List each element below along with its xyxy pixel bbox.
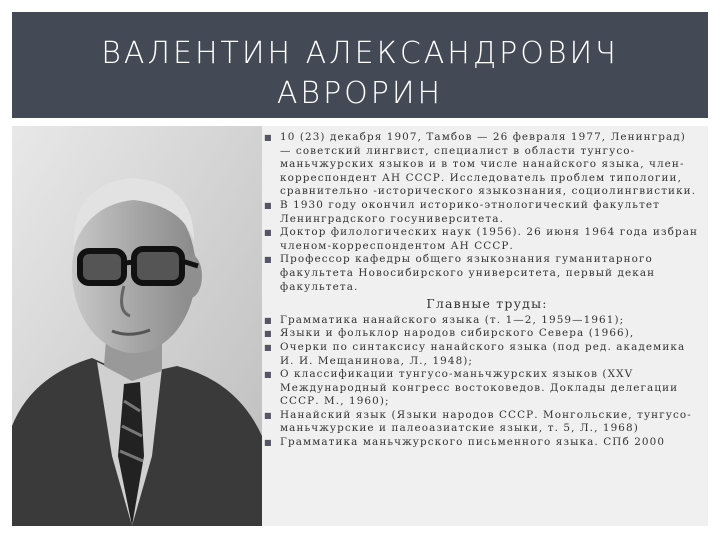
- slide-header: [12, 12, 708, 118]
- bio-list: [264, 131, 700, 294]
- portrait-photo: [12, 126, 262, 526]
- bio-item: ■ Профессор кафедры общего языкознания гуманитарного факультета Новосибирского университета, первый декан факультета.: [264, 253, 700, 294]
- works-item: ■ Грамматика нанайского языка (т. 1—2, 1959—1961);: [264, 314, 700, 328]
- works-list: [264, 314, 700, 450]
- works-item: ■ Очерки по синтаксису нанайского языка (под ред. академика И. И. Мещанинова, Л., 1948);: [264, 341, 700, 368]
- works-item: ■ О классификации тунгусо-маньчжурских языков (XXV Международный конгресс востоковедов. Доклады делегации СССР. М., 1960);: [264, 368, 700, 409]
- works-item: ■ Нанайский язык (Языки народов СССР. Монгольские, тунгусо-маньчжурские и палеоазиатские языки, т. 5, Л., 1968): [264, 409, 700, 436]
- works-item: ■ Грамматика маньчжурского письменного языка. СПб 2000: [264, 436, 700, 450]
- slide-title: [12, 34, 708, 114]
- bio-item: ■ 10 (23) декабря 1907, Тамбов — 26 февраля 1977, Ленинград) — советский лингвист, специалист в области тунгусо-маньчжурских языков и в том числе нанайского языка, член-корреспондент АН СССР. Исследователь проблем типологии, сравнительно -исторического языкознания, социолингвистики.: [264, 131, 700, 199]
- bio-item: ■ Доктор филологических наук (1956). 26 июня 1964 года избран членом-корреспондентом АН СССР.: [264, 226, 700, 253]
- slide-text: [264, 131, 700, 450]
- works-item: ■ Языки и фольклор народов сибирского Севера (1966),: [264, 327, 700, 341]
- bio-item: ■ В 1930 году окончил историко-этнологический факультет Ленинградского госуниверситета.: [264, 199, 700, 226]
- portrait-illustration: [12, 126, 262, 526]
- title-line-1: ВАЛЕНТИН АЛЕКСАНДРОВИЧ: [101, 36, 619, 71]
- title-line-2: АВРОРИН: [276, 76, 444, 111]
- works-heading: Главные труды:: [426, 296, 548, 312]
